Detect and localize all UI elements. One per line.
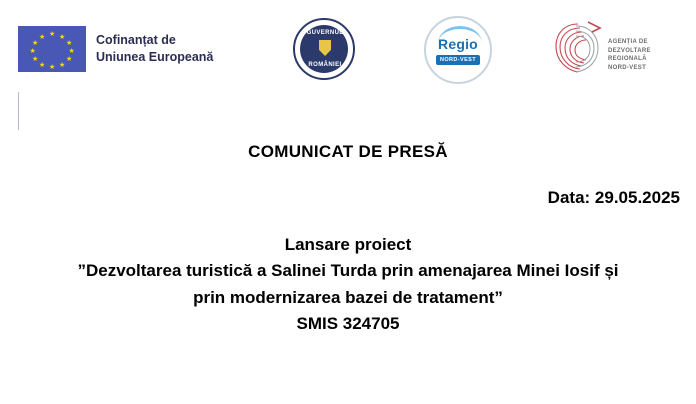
government-seal-top-label: GUVERNUL: [306, 30, 344, 36]
page-title: COMUNICAT DE PRESĂ: [248, 142, 448, 161]
eu-flag-icon: ★ ★ ★ ★ ★ ★ ★ ★ ★ ★ ★ ★: [18, 26, 86, 72]
project-line-2: ”Dezvoltarea turistică a Salinei Turda prin amenajarea Minei Iosif și: [77, 261, 619, 281]
regio-subtitle: NORD-VEST: [436, 55, 480, 65]
eu-funding-line1: Cofinanțat de: [96, 33, 176, 48]
adr-logo-text: [608, 38, 686, 73]
project-announcement: [0, 232, 696, 337]
government-seal-icon: [288, 18, 362, 80]
adr-line3: NORD-VEST: [608, 65, 647, 72]
adr-line2: DEZVOLTARE REGIONALĂ: [608, 47, 651, 63]
adr-spiral-icon: [546, 16, 610, 80]
document-date: Data: 29.05.2025: [547, 188, 680, 207]
project-line-1: Lansare proiect: [284, 235, 412, 254]
project-smis-code: SMIS 324705: [296, 314, 400, 334]
regio-swoosh-icon: [438, 26, 482, 43]
eu-funding-text: [96, 32, 213, 66]
regio-badge-icon: [424, 16, 492, 84]
header-logo-strip: [0, 14, 696, 86]
adr-line1: AGENȚIA DE: [608, 39, 648, 45]
eu-funding-block: [18, 26, 213, 72]
government-seal-bottom-label: ROMÂNIEI: [308, 62, 342, 68]
regio-wordmark: Regio: [438, 35, 478, 52]
left-margin-rule: [18, 92, 19, 130]
adr-logo-block: [546, 16, 686, 84]
eu-funding-line2: Uniunea Europeană: [96, 50, 214, 64]
project-line-3: prin modernizarea bazei de tratament”: [193, 287, 503, 307]
